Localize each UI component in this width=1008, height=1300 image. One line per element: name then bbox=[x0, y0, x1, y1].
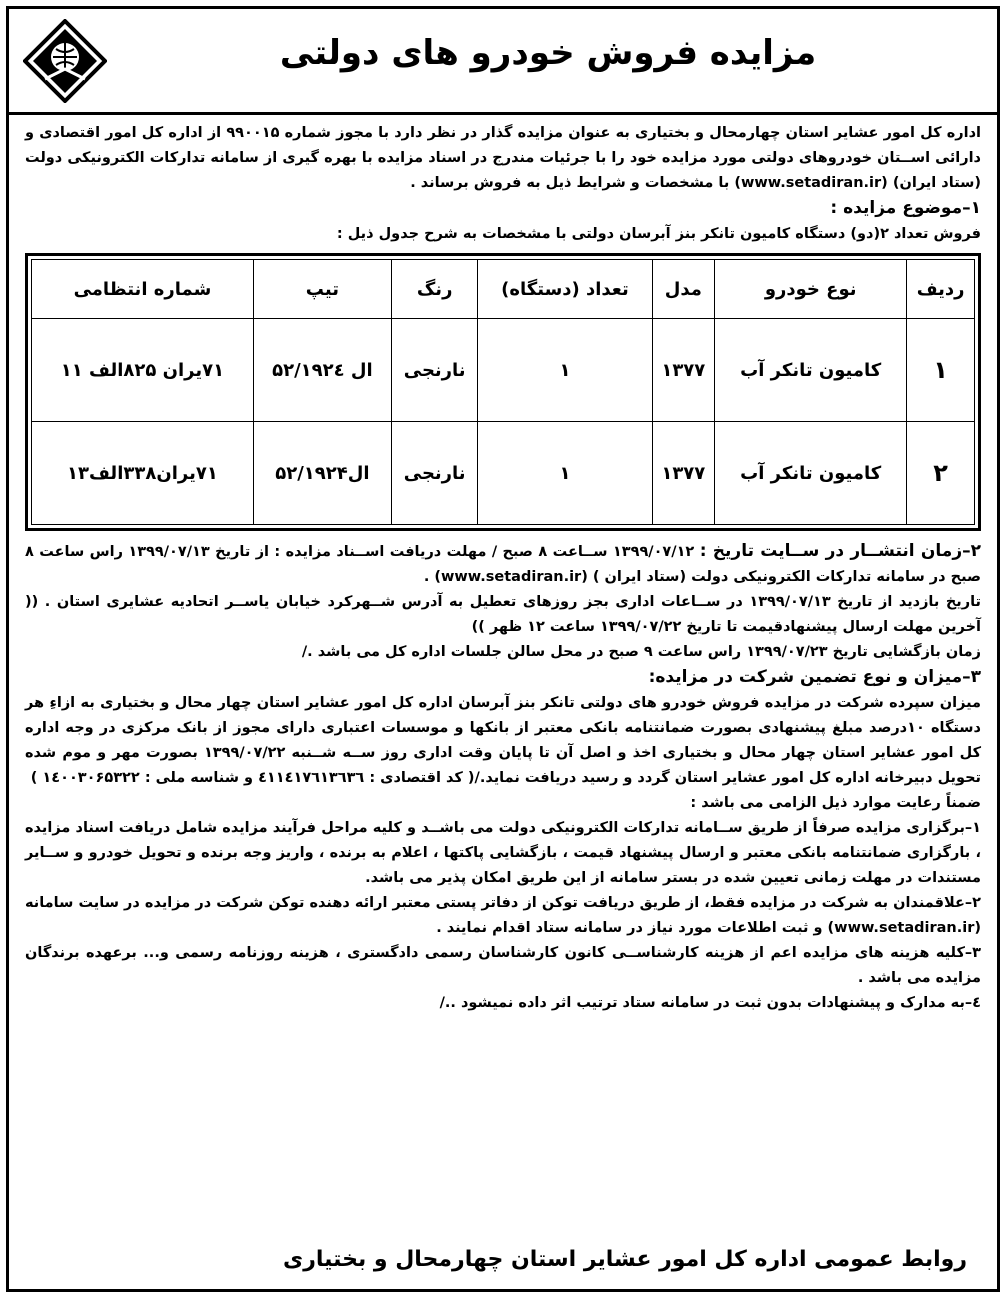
cell-row-number: ۲ bbox=[907, 422, 975, 525]
cell-plate: ۷۱یران۳۳۸الف۱۳ bbox=[32, 422, 254, 525]
government-emblem-icon bbox=[23, 19, 107, 103]
cell-type: ال۵۲/۱۹۲۴ bbox=[253, 422, 391, 525]
section1-text: فروش تعداد ۲(دو) دستگاه کامیون تانکر بنز آبرسان دولتی با مشخصات به شرح جدول ذیل : bbox=[336, 226, 981, 242]
list-item: ۱–برگزاری مزایده صرفاً از طریق ســامانه تدارکات الکترونیکی دولت می باشــد و کلیه مراحل فرآیند مزایده شامل دریافت اسناد مزایده ، بارگزاری ضمانتنامه بانکی معتبر و ارسال پیشنهاد قیمت ، بازگشایی پاکتها ، اعلام به برنده ، واریز وجه برنده و تحویل خودرو و ســایر مستندات در مهلت زمانی تعیین شده در بستر سامانه از این طریق امکان پذیر می باشد. bbox=[25, 820, 981, 886]
notice-frame bbox=[6, 6, 1000, 1292]
col-header-count: تعداد (دستگاه) bbox=[478, 260, 652, 319]
notice-body bbox=[25, 121, 981, 1016]
cell-count: ۱ bbox=[478, 422, 652, 525]
section3-text: میزان سپرده شرکت در مزایده فروش خودرو های دولتی تانکر بنز آبرسان اداره کل امور عشایر استان چهار محال و بختیاری به ازاءِ هر دستگاه ۱۰درصد مبلغ پیشنهادی بصورت ضمانتنامه بانکی معتبر از بانکها و موسسات اعتباری دارای مجوز از بانک مرکزی در وجه اداره کل امور عشایر استان چهار محال و بختیاری اخذ و اصل آن تا پایان وقت اداری روز ســه شــنبه ۱۳۹۹/۰۷/۲۲ بصورت مهر و موم شده تحویل دبیرخانه اداره کل امور عشایر استان گردد و رسید دریافت نماید./( کد اقتصادی : ٤١١٤١٧٦١٣٦٣٦ و شناسه ملی : ۱٤۰۰۳۰۶۵۳۲۲ ) bbox=[25, 695, 981, 786]
list-item: ۳–کلیه هزینه های مزایده اعم از هزینه کارشناســی کانون کارشناسان رسمی دادگستری ، هزینه روزنامه رسمی و... برعهده برندگان مزایده می باشد . bbox=[25, 945, 981, 986]
vehicles-table bbox=[31, 259, 975, 525]
section2-visit: تاریخ بازدید از تاریخ ۱۳۹۹/۰۷/۱۳ در ســاعات اداری بجز روزهای تعطیل به آدرس شــهرکرد خیابان یاســر اتحادیه عشایری استان . (( آخرین مهلت ارسال پیشنهادقیمت تا تاریخ ۱۳۹۹/۰۷/۲۲ ساعت ۱۲ ظهر )) bbox=[25, 594, 981, 635]
section2-lead: ۱۳۹۹/۰۷/۱۲ ســاعت ۸ صبح / مهلت دریافت اســناد مزایده : از تاریخ ۱۳۹۹/۰۷/۱۳ راس ساعت ۸ صبح در سامانه تدارکات الکترونیکی دولت (ستاد ایران ) (www.setadiran.ir) . bbox=[25, 544, 981, 585]
col-header-vehicle-type: نوع خودرو bbox=[715, 260, 907, 319]
cell-row-number: ۱ bbox=[907, 319, 975, 422]
section2-opening: زمان بازگشایی تاریخ ۱۳۹۹/۰۷/۲۳ راس ساعت ۹ صبح در محل سالن جلسات اداره کل می باشد ./ bbox=[301, 644, 981, 660]
list-item: ۲–علاقمندان به شرکت در مزایده فقط، از طریق دریافت توکن از دفاتر پستی معتبر ارائه دهنده توکن شرکت در مزایده در سایت سامانه (www.setadiran.ir) و ثبت اطلاعات مورد نیاز در سامانه ستاد اقدام نمایند . bbox=[25, 895, 981, 936]
page-title: مزایده فروش خودرو های دولتی bbox=[279, 33, 817, 73]
col-header-type: تیپ bbox=[253, 260, 391, 319]
table-row bbox=[32, 422, 975, 525]
section2-heading: ۲–زمان انتشــار در ســایت تاریخ : bbox=[699, 541, 981, 561]
cell-count: ۱ bbox=[478, 319, 652, 422]
cell-color: نارنجی bbox=[391, 319, 477, 422]
intro-paragraph: اداره کل امور عشایر استان چهارمحال و بختیاری به عنوان مزایده گذار در نظر دارد با مجوز شماره ۹۹۰۰۱۵ از اداره کل امور اقتصادی و دارائی اســتان خودروهای دولتی مورد مزایده خود را با جرئیات مندرج در اسناد مزایده با بهره گیری از سامانه تدارکات الکترونیکی دولت (ستاد ایران) (www.setadiran.ir) با مشخصات و شرایط ذیل به فروش برساند . bbox=[25, 125, 981, 191]
cell-model: ۱۳۷۷ bbox=[652, 319, 715, 422]
section1-heading: ۱–موضوع مزایده : bbox=[830, 198, 981, 218]
cell-vehicle-type: کامیون تانکر آب bbox=[715, 319, 907, 422]
col-header-color: رنگ bbox=[391, 260, 477, 319]
cell-plate: ۷۱یران ۸۲۵الف ۱۱ bbox=[32, 319, 254, 422]
cell-model: ۱۳۷۷ bbox=[652, 422, 715, 525]
cell-color: نارنجی bbox=[391, 422, 477, 525]
table-row bbox=[32, 319, 975, 422]
cell-type: ال ۵۲/۱۹۲٤ bbox=[253, 319, 391, 422]
vehicles-table-frame bbox=[25, 253, 981, 531]
footer-signature: روابط عمومی اداره کل امور عشایر استان چهارمحال و بختیاری bbox=[283, 1247, 967, 1272]
section3-note: ضمناً رعایت موارد ذیل الزامی می باشد : bbox=[690, 795, 981, 811]
col-header-row-number: ردیف bbox=[907, 260, 975, 319]
col-header-plate: شماره انتظامی bbox=[32, 260, 254, 319]
header bbox=[9, 9, 997, 115]
list-item: ٤–به مدارک و پیشنهادات بدون ثبت در سامانه ستاد ترتیب اثر داده نمیشود ../ bbox=[439, 995, 981, 1011]
cell-vehicle-type: کامیون تانکر آب bbox=[715, 422, 907, 525]
table-header-row bbox=[32, 260, 975, 319]
section3-heading: ۳–میزان و نوع تضمین شرکت در مزایده: bbox=[648, 667, 981, 687]
col-header-model: مدل bbox=[652, 260, 715, 319]
